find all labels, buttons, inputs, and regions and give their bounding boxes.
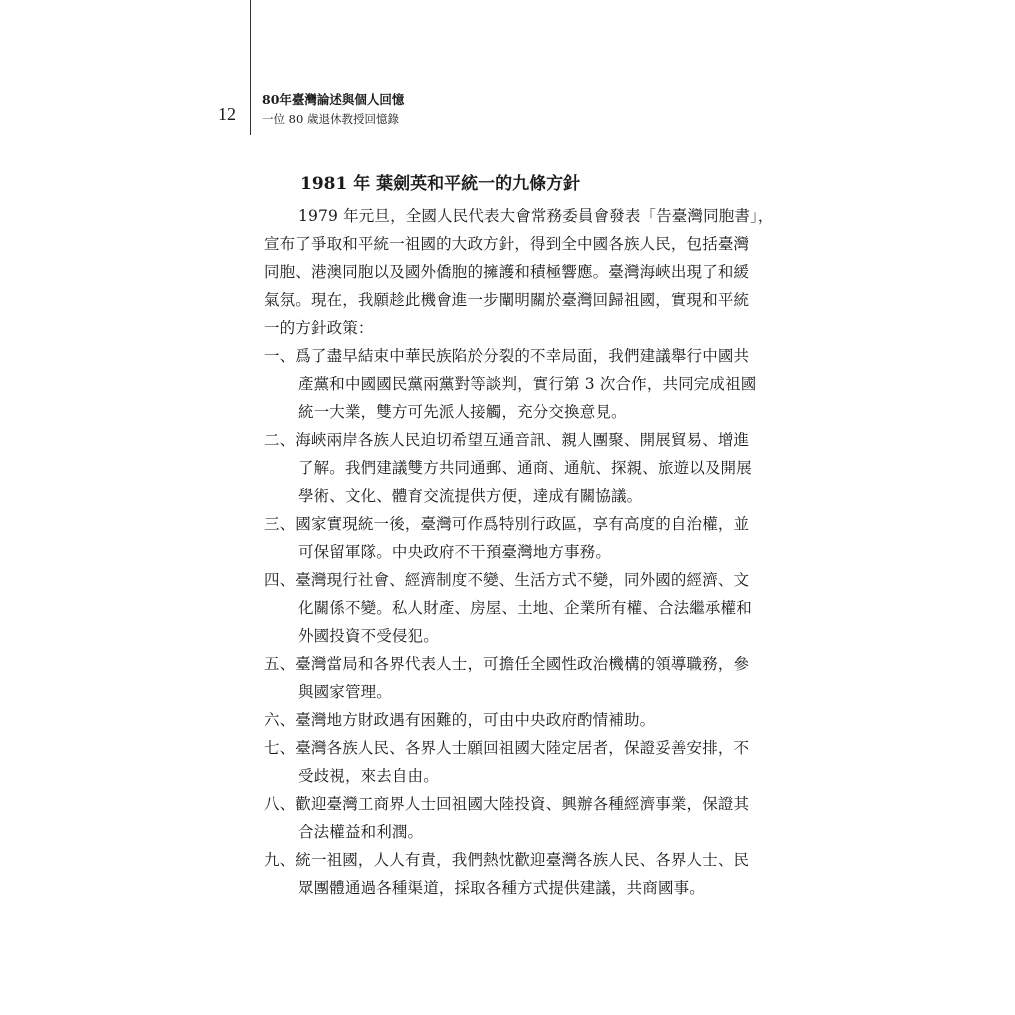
list-item-line: 七、臺灣各族人民、各界人士願回祖國大陸定居者，保證妥善安排，不 <box>264 739 750 757</box>
section-title: 1981 年 葉劍英和平統一的九條方針 <box>300 174 581 194</box>
list-item-line: 外國投資不受侵犯。 <box>298 627 439 645</box>
list-item-line: 四、臺灣現行社會、經濟制度不變、生活方式不變，同外國的經濟、文 <box>264 571 750 589</box>
list-item-line: 學術、文化、體育交流提供方便，達成有關協議。 <box>298 487 643 505</box>
body-text <box>264 202 784 902</box>
paragraph-line: 氣氛。現在，我願趁此機會進一步闡明關於臺灣回歸祖國，實現和平統 <box>264 291 750 309</box>
list-item-line: 統一大業，雙方可先派人接觸，充分交換意見。 <box>298 403 627 421</box>
page-number: 12 <box>218 104 236 124</box>
list-item-line: 五、臺灣當局和各界代表人士，可擔任全國性政治機構的領導職務，參 <box>264 655 750 673</box>
paragraph-line: 1979 年元旦，全國人民代表大會常務委員會發表「告臺灣同胞書」， <box>298 207 774 225</box>
list-item-line: 三、國家實現統一後，臺灣可作爲特別行政區，享有高度的自治權，並 <box>264 515 750 533</box>
running-header-title: 80年臺灣論述與個人回憶 <box>262 92 405 107</box>
list-item-line: 一、爲了盡早結束中華民族陷於分裂的不幸局面，我們建議舉行中國共 <box>264 347 750 365</box>
list-item-line: 六、臺灣地方財政遇有困難的，可由中央政府酌情補助。 <box>264 711 656 729</box>
list-item-line: 化關係不變。私人財產、房屋、土地、企業所有權、合法繼承權和 <box>298 599 752 617</box>
paragraph-line: 同胞、港澳同胞以及國外僑胞的擁護和積極響應。臺灣海峽出現了和緩 <box>264 263 750 281</box>
list-item-line: 二、海峽兩岸各族人民迫切希望互通音訊、親人團聚、開展貿易、增進 <box>264 431 750 449</box>
list-item-line: 受歧視，來去自由。 <box>298 767 439 785</box>
list-item-line: 八、歡迎臺灣工商界人士回祖國大陸投資、興辦各種經濟事業，保證其 <box>264 795 750 813</box>
list-item-line: 眾團體通過各種渠道，採取各種方式提供建議，共商國事。 <box>298 879 705 897</box>
header-divider <box>250 0 251 135</box>
running-header-subtitle: 一位 80 歲退休教授回憶錄 <box>262 112 399 126</box>
list-item-line: 與國家管理。 <box>298 683 392 701</box>
list-item-line: 可保留軍隊。中央政府不干預臺灣地方事務。 <box>298 543 612 561</box>
paragraph-line: 宣布了爭取和平統一祖國的大政方針，得到全中國各族人民，包括臺灣 <box>264 235 750 253</box>
paragraph-line: 一的方針政策： <box>264 319 374 337</box>
list-item-line: 產黨和中國國民黨兩黨對等談判，實行第 3 次合作，共同完成祖國 <box>298 375 757 393</box>
list-item-line: 合法權益和利潤。 <box>298 823 424 841</box>
list-item-line: 九、統一祖國，人人有責，我們熱忱歡迎臺灣各族人民、各界人士、民 <box>264 851 750 869</box>
list-item-line: 了解。我們建議雙方共同通郵、通商、通航、探親、旅遊以及開展 <box>298 459 752 477</box>
